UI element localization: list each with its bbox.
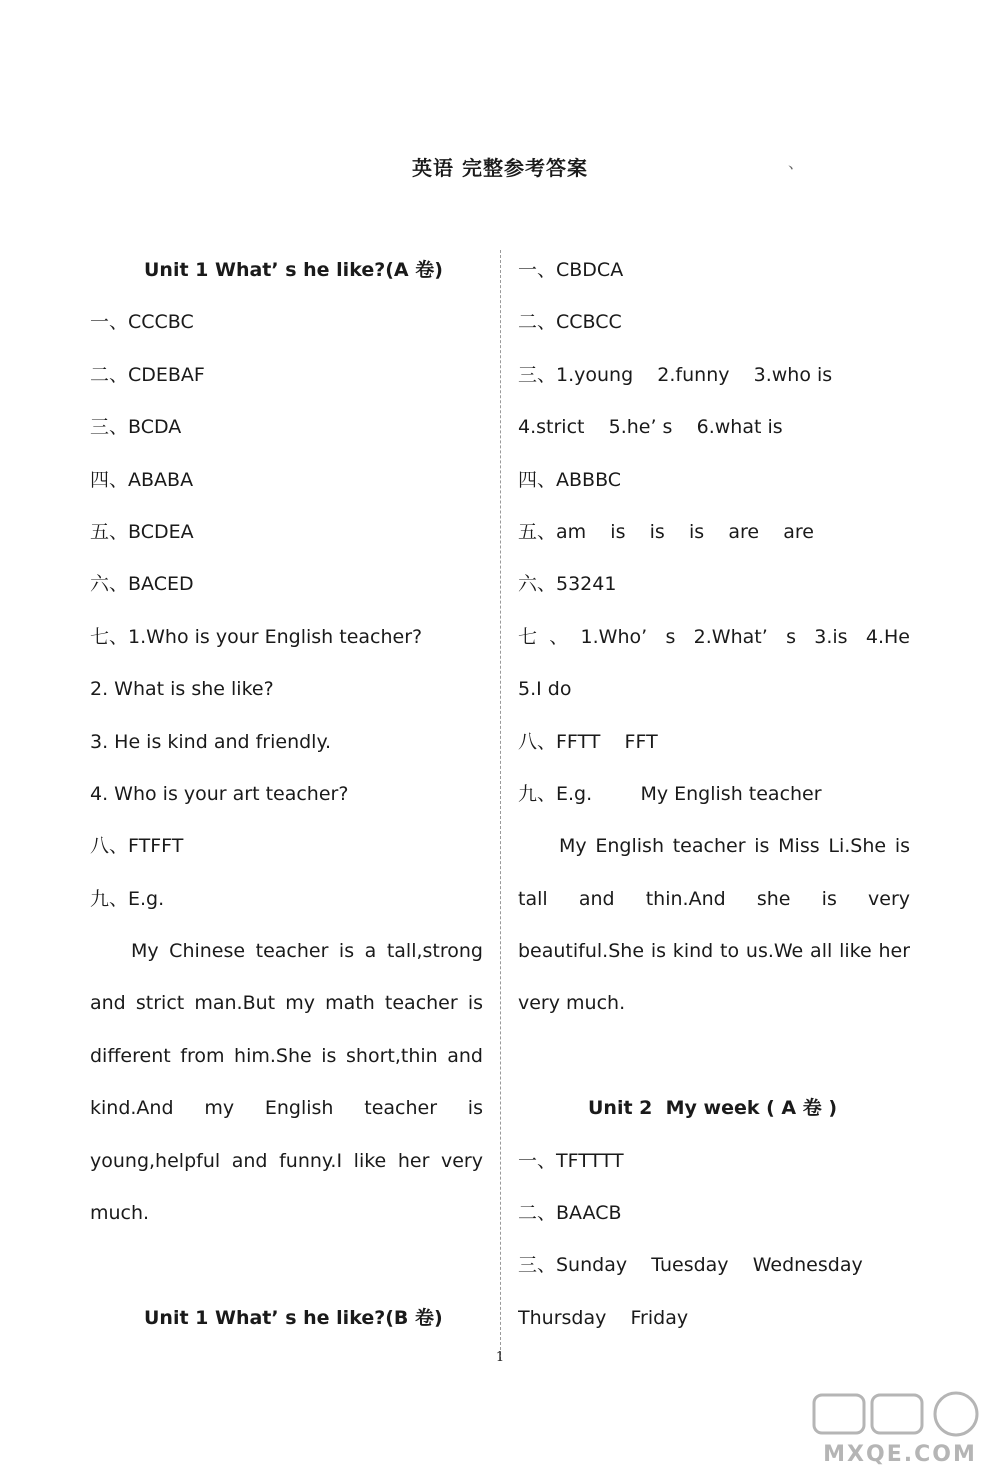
right-answer-line: 五、am is is is are are	[518, 520, 814, 543]
left-answer-line: 七、1.Who is your English teacher?	[90, 625, 423, 648]
right-answer-line: 六、53241	[518, 573, 617, 596]
left-answer-line: 2. What is she like?	[90, 678, 274, 701]
page-title: 英语 完整参考答案	[412, 156, 588, 180]
right-answer-line: very much.	[518, 992, 626, 1015]
column-divider	[500, 250, 501, 1360]
svg-text:MXQE.COM: MXQE.COM	[823, 1442, 977, 1467]
left-answer-line: 一、CCCBC	[90, 311, 194, 334]
left-answer-line: 四、ABABA	[90, 468, 194, 491]
left-answer-line: 4. Who is your art teacher?	[90, 782, 349, 805]
left-answer-line: 五、BCDEA	[90, 520, 194, 543]
right-answer-line: 一、TFTTTT	[518, 1149, 624, 1172]
right-answer-line: 四、ABBBC	[518, 468, 622, 491]
left-answer-line: 3. He is kind and friendly.	[90, 730, 332, 753]
left-section-heading: Unit 1 What’ s he like?(A 卷)	[144, 259, 443, 281]
right-answer-line: beautiful.She is kind to us.We all like her	[518, 940, 910, 963]
right-section-heading: Unit 2 My week ( A 卷 )	[588, 1097, 838, 1120]
watermark-logo-icon	[806, 1389, 994, 1471]
page-number: 1	[495, 1350, 505, 1365]
right-answer-line: 八、FFTT FFT	[518, 730, 658, 753]
left-answer-line: 六、BACED	[90, 573, 194, 596]
right-answer-column	[518, 244, 910, 1344]
left-answer-line: young,helpful and funny.I like her very	[90, 1149, 483, 1172]
left-answer-column	[90, 244, 483, 1344]
left-answer-line: different from him.She is short,thin and	[90, 1044, 483, 1067]
right-answer-line: 九、E.g. My English teacher	[518, 782, 822, 805]
left-answer-line: My Chinese teacher is a tall,strong	[131, 940, 483, 963]
right-answer-line: 5.I do	[518, 678, 572, 701]
right-answer-line: 二、CCBCC	[518, 311, 622, 334]
left-answer-line: and strict man.But my math teacher is	[90, 992, 483, 1015]
right-answer-line: 二、BAACB	[518, 1202, 622, 1225]
right-answer-line: 三、1.young 2.funny 3.who is	[518, 363, 833, 386]
right-answer-line: My English teacher is Miss Li.She is	[559, 835, 910, 858]
right-answer-line	[518, 1030, 910, 1082]
left-answer-line: 三、BCDA	[90, 416, 182, 439]
corner-mark: 、	[788, 153, 805, 172]
right-answer-line: 七、1.Who’ s 2.What’ s 3.is 4.He	[518, 625, 910, 648]
left-answer-line: kind.And my English teacher is	[90, 1097, 483, 1120]
left-section-heading: Unit 1 What’ s he like?(B 卷)	[144, 1306, 443, 1329]
left-answer-line: 八、FTFFT	[90, 835, 184, 858]
right-answer-line: Thursday Friday	[518, 1306, 689, 1329]
left-answer-line: 九、E.g.	[90, 887, 165, 910]
left-answer-line	[90, 1239, 483, 1291]
right-answer-line: 三、Sunday Tuesday Wednesday	[518, 1254, 863, 1277]
left-answer-line: much.	[90, 1202, 150, 1225]
right-answer-line: tall and thin.And she is very	[518, 887, 910, 910]
left-answer-line: 二、CDEBAF	[90, 363, 205, 386]
right-answer-line: 一、CBDCA	[518, 259, 624, 281]
right-answer-line: 4.strict 5.he’ s 6.what is	[518, 416, 783, 439]
